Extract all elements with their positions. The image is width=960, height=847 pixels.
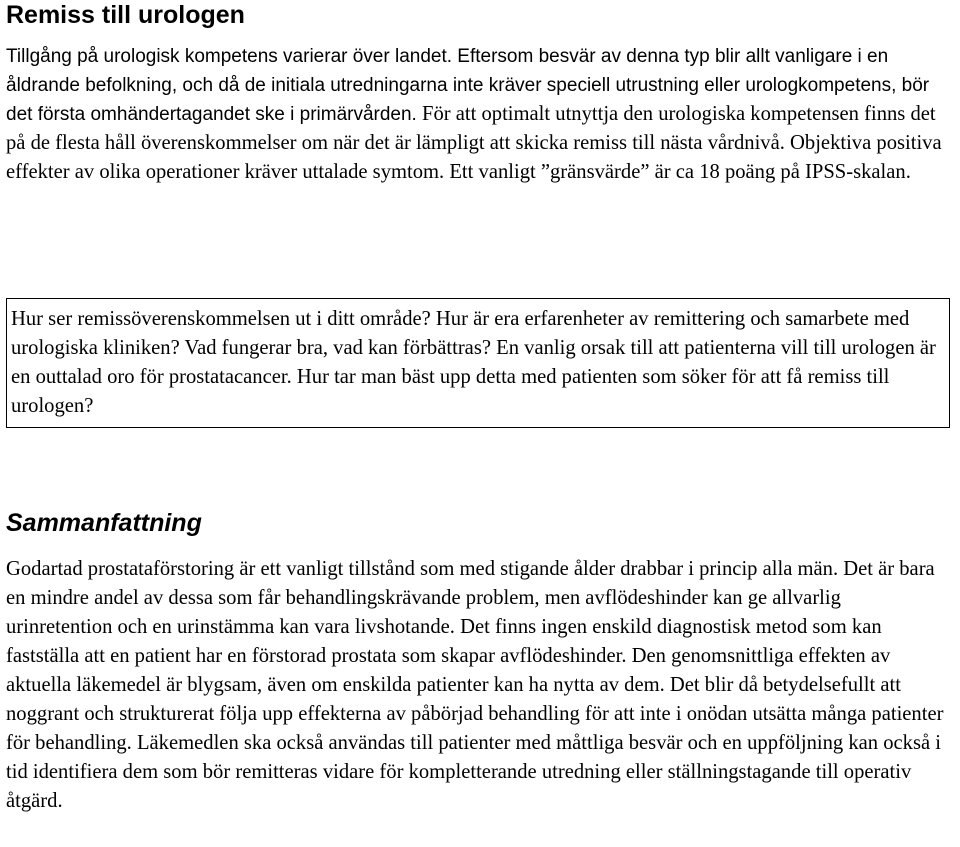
intro-text-serif: För att optimalt utnyttja den urologiska kompetensen finns det på de flesta håll överenskommelser om när det är lämpligt att skicka remiss till nästa vårdnivå. Objektiva positiva effekter av olika operationer kräver uttalade symtom. Ett vanligt ”gränsvärde” är ca 18 poäng på IPSS-skalan. — [6, 103, 942, 183]
reflection-question-box: Hur ser remissöverenskommelsen ut i ditt område? Hur är era erfarenheter av remittering och samarbete med urologiska kliniken? Vad fungerar bra, vad kan förbättras? En vanlig orsak till att patienterna vill till urologen är en outtalad oro för prostatacancer. Hur tar man bäst upp detta med patienten som söker för att få remiss till urologen? — [6, 298, 950, 428]
document-page — [6, 0, 954, 812]
intro-paragraph — [6, 42, 954, 187]
section-heading-summary: Sammanfattning — [6, 509, 202, 537]
section-heading-remiss: Remiss till urologen — [6, 1, 245, 29]
intro-text-sans: Tillgång på urologisk kompetens varierar över landet. Eftersom besvär av denna typ blir allt vanligare i en åldrande befolkning, och då de initiala utredningarna inte kräver speciell utrustning eller urologkompetens, bör det första omhändertagandet ske i primärvården. — [6, 46, 930, 125]
summary-paragraph: Godartad prostataförstoring är ett vanligt tillstånd som med stigande ålder drabbar i princip alla män. Det är bara en mindre andel av dessa som får behandlingskrävande problem, men avflödeshinder kan ge allvarlig urinretention och en urinstämma kan vara livshotande. Det finns ingen enskild diagnostisk metod som kan fastställa att en patient har en förstorad prostata som skapar avflödeshinder. Den genomsnittliga effekten av aktuella läkemedel är blygsam, även om enskilda patienter kan ha nytta av dem. Det blir då betydelsefullt att noggrant och strukturerat följa upp effekterna av påbörjad behandling för att inte i onödan utsätta många patienter för behandling. Läkemedlen ska också användas till patienter med måttliga besvär och en uppföljning kan också i tid identifiera dem som bör remitteras vidare för kompletterande utredning eller ställningstagande till operativ åtgärd. — [6, 558, 944, 812]
